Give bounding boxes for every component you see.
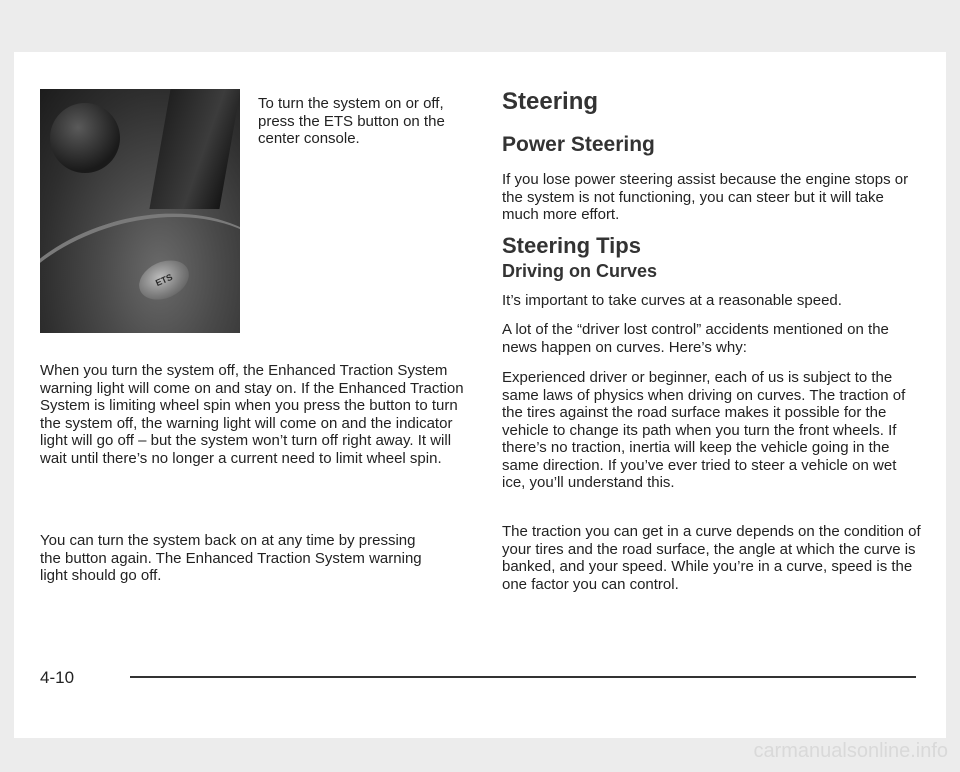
photo-stalk — [149, 89, 240, 209]
watermark[interactable]: carmanualsonline.info — [753, 740, 948, 762]
heading-driving-on-curves: Driving on Curves — [502, 261, 658, 281]
ets-off-paragraph: When you turn the system off, the Enhanced Traction System warning light will come on and stay on. If the Enhanced Traction System is limiting wheel spin when you press the button to turn the system off, the warning light will come on and the indicator light will go off – but the system won’t turn off right away. It will wait until there’s no longer a current need to limit wheel spin. — [40, 362, 464, 467]
ets-button-photo — [40, 89, 240, 333]
curves-paragraph-4: The traction you can get in a curve depends on the condition of your tires and the road surface, the angle at which the curve is banked, and your speed. While you’re in a curve, speed is the one factor you can control. — [502, 523, 921, 593]
curves-paragraph-3: Experienced driver or beginner, each of us is subject to the same laws of physics when driving on curves. The traction of the tires against the road surface makes it possible for the vehicle to change its path when you turn the front wheels. If there’s no traction, inertia will keep the vehicle going in the same direction. If you’ve ever tried to steer a vehicle on wet ice, you’ll understand this. — [502, 369, 906, 491]
photo-caption: To turn the system on or off, press the ETS button on the center console. — [258, 95, 445, 147]
footer-rule — [130, 676, 916, 678]
ets-button-icon: ETS — [133, 253, 195, 307]
heading-steering-tips: Steering Tips — [502, 233, 641, 258]
curves-paragraph-1: It’s important to take curves at a reasonable speed. — [502, 292, 842, 309]
photo-knob — [50, 103, 120, 173]
heading-power-steering: Power Steering — [502, 133, 655, 156]
heading-steering: Steering — [502, 88, 599, 115]
power-steering-paragraph: If you lose power steering assist because the engine stops or the system is not functioning, you can steer but it will take much more effort. — [502, 171, 909, 223]
ets-on-paragraph: You can turn the system back on at any time by pressing the button again. The Enhanced Traction System warning light should go off. — [40, 532, 422, 584]
page-number: 4-10 — [40, 668, 75, 687]
curves-paragraph-2: A lot of the “driver lost control” accidents mentioned on the news happen on curves. Here’s why: — [502, 321, 889, 356]
